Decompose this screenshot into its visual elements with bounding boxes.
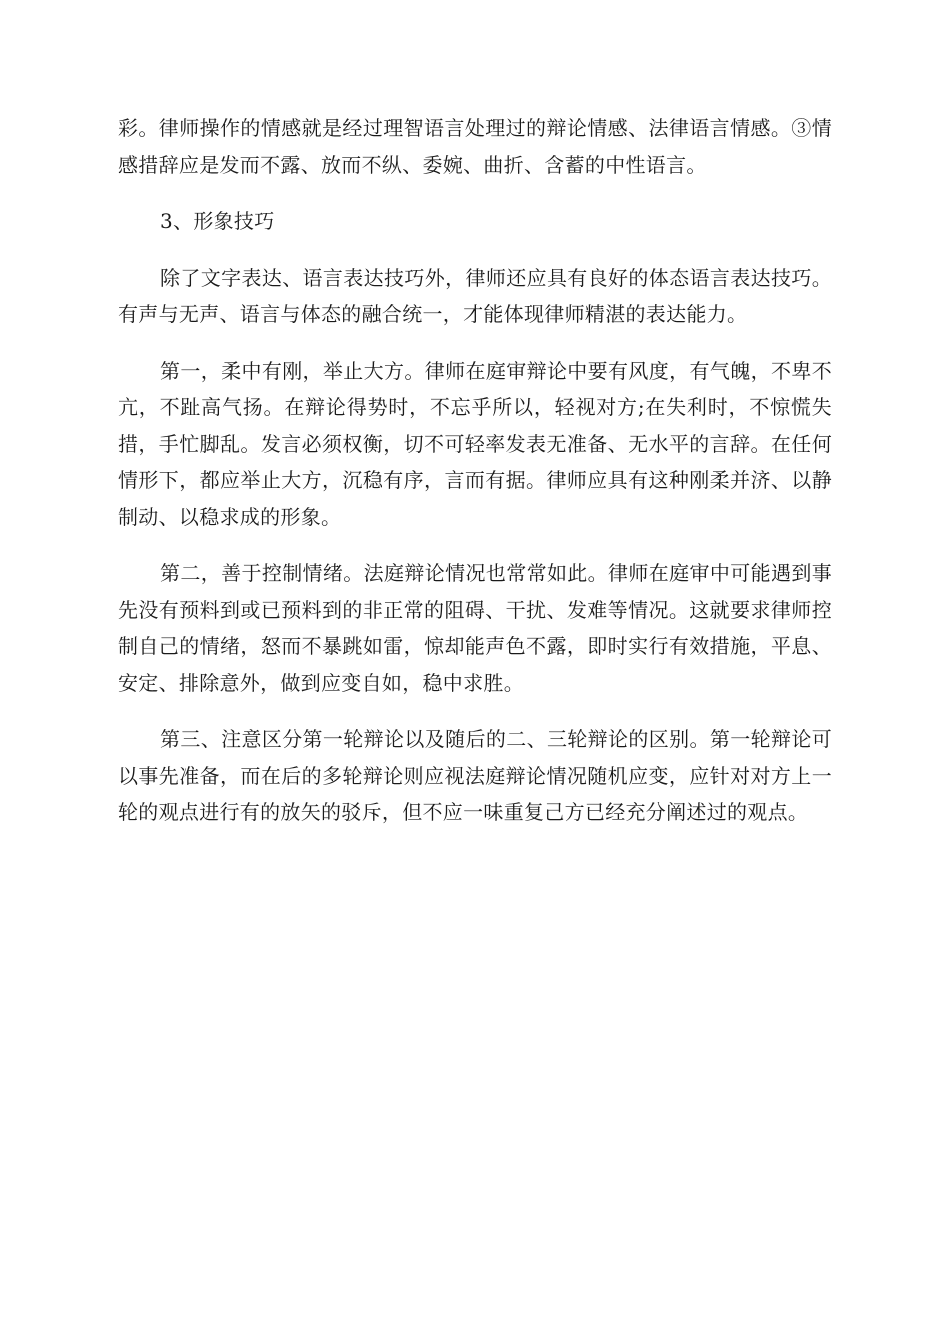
paragraph-second-point: 第二，善于控制情绪。法庭辩论情况也常常如此。律师在庭审中可能遇到事先没有预料到或已预料到的非正常的阻碍、干扰、发难等情况。这就要求律师控制自己的情绪，怒而不暴跳如雷，惊却能声色不露，即时实行有效措施，平息、安定、排除意外，做到应变自如，稳中求胜。: [118, 561, 832, 695]
section-heading: 3、形象技巧: [160, 209, 275, 233]
paragraph-third-point: 第三、注意区分第一轮辩论以及随后的二、三轮辩论的区别。第一轮辩论可以事先准备，而在后的多轮辩论则应视法庭辩论情况随机应变，应针对对方上一轮的观点进行有的放矢的驳斥，但不应一味重复己方已经充分阐述过的观点。: [118, 727, 832, 824]
paragraph-continuation: 彩。律师操作的情感就是经过理智语言处理过的辩论情感、法律语言情感。③情感措辞应是发而不露、放而不纵、委婉、曲折、含蓄的中性语言。: [118, 116, 832, 177]
paragraph-first-point: 第一，柔中有刚，举止大方。律师在庭审辩论中要有风度，有气魄，不卑不亢，不趾高气扬。在辩论得势时，不忘乎所以，轻视对方;在失利时，不惊慌失措，手忙脚乱。发言必须权衡，切不可轻率发表无准备、无水平的言辞。在任何情形下，都应举止大方，沉稳有序，言而有据。律师应具有这种刚柔并济、以静制动、以稳求成的形象。: [118, 358, 832, 529]
paragraph-intro: 除了文字表达、语言表达技巧外，律师还应具有良好的体态语言表达技巧。有声与无声、语言与体态的融合统一，才能体现律师精湛的表达能力。: [118, 265, 832, 326]
document-page: [118, 110, 832, 851]
